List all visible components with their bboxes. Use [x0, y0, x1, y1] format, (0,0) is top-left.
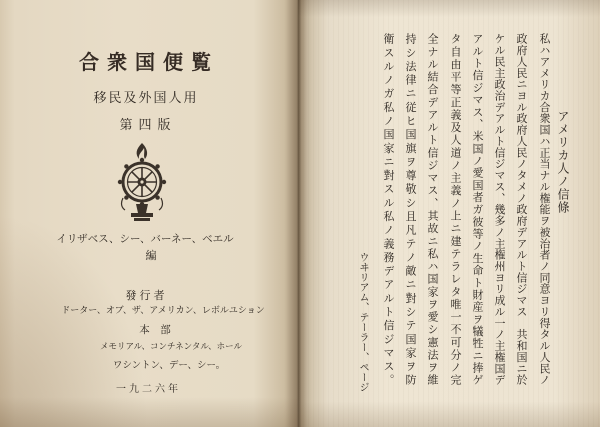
publication-year: 一九二六年: [116, 384, 181, 395]
publisher-label: 發行者: [125, 289, 168, 302]
book-title: 合衆国便覧: [79, 50, 219, 74]
wheel-emblem-icon: [114, 142, 170, 226]
creed-line: アルト信ジマス、米国ノ愛国者ガ彼等ノ生命ト財産ヲ犠牲ニ捧ゲ: [471, 33, 484, 385]
creed-line: ケル民主政治デアルト信ジマス、幾多ノ主権州ヨリ成ル一ノ主権国デ: [493, 33, 506, 385]
creed-line: タ自由平等正義及人道ノ主義ノ上ニ建テラレタ唯一不可分ノ完: [449, 33, 462, 386]
book-subtitle: 移民及外国人用: [93, 91, 199, 106]
creed-line: 政府人民ニヨル政府人民ノタメノ政府デアルト信ジマス 共和国ニ於: [515, 33, 528, 385]
edition-label: 第四版: [119, 118, 177, 133]
creed-heading: アメリカ人ノ信條: [556, 110, 570, 214]
creed-line: 衛スルノガ私ノ国家ニ對スル私ノ義務デアルト信ジマス。: [382, 33, 395, 386]
creed-line: 私ハアメリカ合衆国ハ正当ナル権能ヲ被治者ノ同意ヨリ得タル人民ノ: [538, 33, 551, 386]
left-page: [0, 0, 298, 427]
headquarters-label: 本 部: [139, 324, 171, 336]
right-page: [298, 0, 600, 427]
editor-role: 編: [145, 249, 157, 262]
headquarters-city: ワシントン、デー、シー。: [112, 360, 226, 371]
creed-line: 持シ法律ニ従ヒ国旗ヲ尊敬シ且凡テノ敵ニ對シテ国家ヲ防: [404, 33, 417, 385]
page-gutter: [284, 0, 312, 427]
creed-signature: ウヰリアム、テーラー、ページ: [357, 252, 368, 392]
publisher-name: ドーター、オブ、ザ、アメリカン、レボルユション: [61, 306, 265, 316]
creed-line: 全ナル結合デアルト信ジマス、其故ニ私ハ国家ヲ愛シ憲法ヲ維: [426, 33, 439, 386]
headquarters-hall: メモリアル、コンチネンタル、ホール: [100, 342, 242, 352]
editor-name: イリザベス、シー、バーネー、ベエル: [56, 233, 234, 245]
